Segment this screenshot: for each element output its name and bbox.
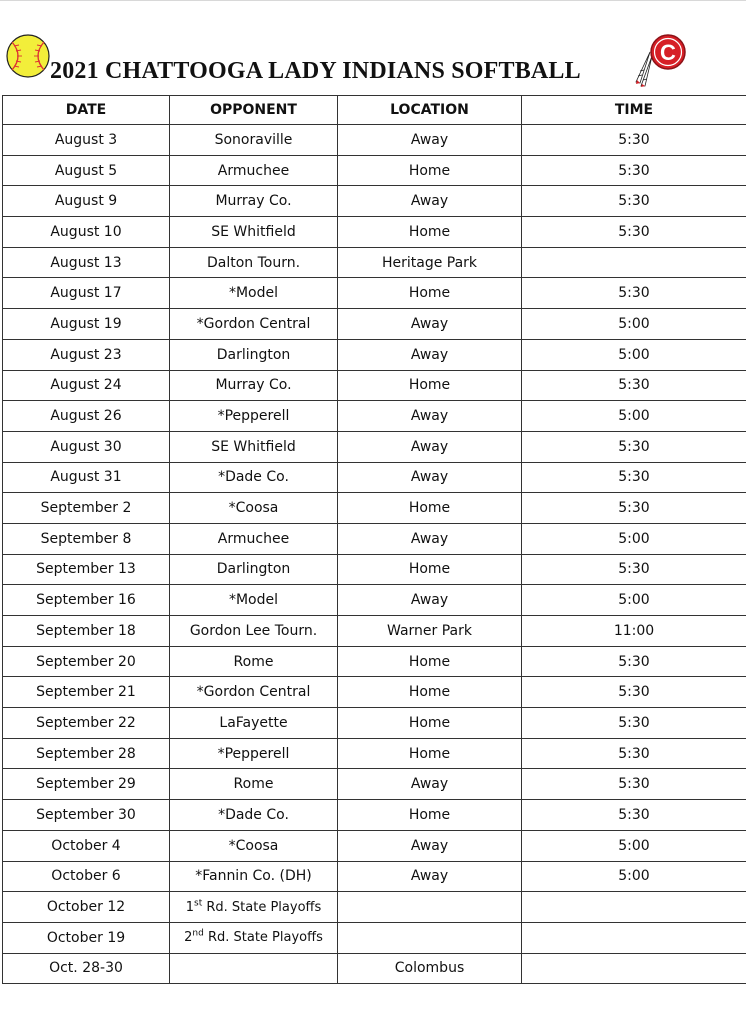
cell-location: Home	[338, 278, 522, 309]
table-row	[3, 247, 746, 278]
cell-date: August 9	[3, 186, 170, 217]
cell-opponent: Murray Co.	[170, 186, 338, 217]
svg-text:C: C	[660, 40, 676, 65]
cell-location: Away	[338, 462, 522, 493]
cell-time: 5:30	[522, 155, 746, 186]
cell-opponent	[170, 953, 338, 984]
table-row	[3, 155, 746, 186]
cell-location: Away	[338, 769, 522, 800]
cell-location: Colombus	[338, 953, 522, 984]
table-row	[3, 431, 746, 462]
table-row	[3, 616, 746, 647]
cell-time: 5:30	[522, 677, 746, 708]
cell-time: 5:30	[522, 738, 746, 769]
cell-time: 5:30	[522, 646, 746, 677]
cell-date: October 4	[3, 830, 170, 861]
column-header-date: DATE	[3, 96, 170, 125]
cell-location: Away	[338, 309, 522, 340]
cell-opponent	[170, 922, 338, 953]
cell-opponent: *Pepperell	[170, 738, 338, 769]
cell-date: August 13	[3, 247, 170, 278]
cell-date: August 5	[3, 155, 170, 186]
cell-location: Away	[338, 125, 522, 156]
cell-opponent: *Model	[170, 278, 338, 309]
table-row	[3, 708, 746, 739]
cell-time: 5:00	[522, 309, 746, 340]
chattooga-c-feather-logo	[632, 30, 690, 90]
cell-opponent: Rome	[170, 769, 338, 800]
cell-time	[522, 247, 746, 278]
cell-opponent: Darlington	[170, 554, 338, 585]
table-row	[3, 861, 746, 892]
cell-date: August 23	[3, 339, 170, 370]
table-row	[3, 125, 746, 156]
table-row	[3, 830, 746, 861]
cell-date: September 28	[3, 738, 170, 769]
cell-opponent: Gordon Lee Tourn.	[170, 616, 338, 647]
ordinal-suffix: nd	[192, 928, 204, 939]
cell-location: Home	[338, 738, 522, 769]
cell-time: 5:30	[522, 708, 746, 739]
table-row	[3, 339, 746, 370]
cell-location: Home	[338, 554, 522, 585]
cell-time: 5:00	[522, 401, 746, 432]
cell-date: August 17	[3, 278, 170, 309]
cell-opponent: *Pepperell	[170, 401, 338, 432]
top-rule	[0, 0, 746, 1]
cell-opponent: Rome	[170, 646, 338, 677]
cell-time: 5:30	[522, 278, 746, 309]
cell-date: Oct. 28-30	[3, 953, 170, 984]
round-label: Rd. State Playoffs	[202, 899, 322, 915]
table-row	[3, 401, 746, 432]
cell-location: Away	[338, 830, 522, 861]
table-row	[3, 217, 746, 248]
cell-date: September 30	[3, 800, 170, 831]
table-row	[3, 309, 746, 340]
table-row	[3, 186, 746, 217]
cell-opponent	[170, 892, 338, 923]
cell-time: 5:30	[522, 217, 746, 248]
cell-location: Away	[338, 186, 522, 217]
cell-date: September 2	[3, 493, 170, 524]
cell-opponent: Sonoraville	[170, 125, 338, 156]
cell-time: 5:00	[522, 585, 746, 616]
cell-date: September 21	[3, 677, 170, 708]
cell-opponent: *Fannin Co. (DH)	[170, 861, 338, 892]
cell-time: 5:30	[522, 800, 746, 831]
cell-opponent: SE Whitfield	[170, 217, 338, 248]
table-row	[3, 462, 746, 493]
cell-opponent: *Dade Co.	[170, 462, 338, 493]
cell-opponent: LaFayette	[170, 708, 338, 739]
cell-time: 5:30	[522, 431, 746, 462]
cell-date: August 19	[3, 309, 170, 340]
cell-opponent: Armuchee	[170, 155, 338, 186]
cell-time: 5:30	[522, 493, 746, 524]
cell-opponent: *Coosa	[170, 493, 338, 524]
cell-time: 5:30	[522, 554, 746, 585]
cell-location: Home	[338, 646, 522, 677]
cell-date: August 3	[3, 125, 170, 156]
cell-location: Home	[338, 155, 522, 186]
table-row	[3, 738, 746, 769]
schedule-header	[0, 28, 746, 94]
cell-location: Away	[338, 861, 522, 892]
cell-time: 5:00	[522, 523, 746, 554]
cell-opponent: SE Whitfield	[170, 431, 338, 462]
table-row	[3, 523, 746, 554]
column-header-location: LOCATION	[338, 96, 522, 125]
cell-date: August 31	[3, 462, 170, 493]
cell-location: Home	[338, 800, 522, 831]
table-row	[3, 278, 746, 309]
cell-time: 5:00	[522, 830, 746, 861]
cell-date: September 22	[3, 708, 170, 739]
cell-location	[338, 922, 522, 953]
cell-time	[522, 892, 746, 923]
cell-date: October 12	[3, 892, 170, 923]
cell-time	[522, 922, 746, 953]
cell-opponent: *Coosa	[170, 830, 338, 861]
cell-time: 5:00	[522, 861, 746, 892]
cell-location: Away	[338, 585, 522, 616]
cell-opponent: *Dade Co.	[170, 800, 338, 831]
column-header-time: TIME	[522, 96, 746, 125]
header-row	[3, 96, 746, 125]
cell-opponent: *Gordon Central	[170, 677, 338, 708]
cell-opponent: *Gordon Central	[170, 309, 338, 340]
cell-time: 11:00	[522, 616, 746, 647]
cell-date: October 19	[3, 922, 170, 953]
cell-time: 5:30	[522, 769, 746, 800]
cell-location: Away	[338, 401, 522, 432]
schedule-table	[2, 95, 746, 984]
page-title: 2021 CHATTOOGA LADY INDIANS SOFTBALL	[50, 58, 581, 84]
cell-location: Home	[338, 708, 522, 739]
cell-date: September 18	[3, 616, 170, 647]
table-row	[3, 892, 746, 923]
cell-location: Home	[338, 370, 522, 401]
table-row	[3, 769, 746, 800]
cell-date: September 29	[3, 769, 170, 800]
cell-location	[338, 892, 522, 923]
table-row	[3, 493, 746, 524]
cell-date: September 16	[3, 585, 170, 616]
round-label: Rd. State Playoffs	[203, 930, 323, 946]
cell-opponent: *Model	[170, 585, 338, 616]
cell-opponent: Murray Co.	[170, 370, 338, 401]
cell-opponent: Armuchee	[170, 523, 338, 554]
softball-icon	[4, 32, 52, 80]
cell-location: Heritage Park	[338, 247, 522, 278]
cell-location: Away	[338, 339, 522, 370]
cell-date: September 13	[3, 554, 170, 585]
cell-date: October 6	[3, 861, 170, 892]
column-header-opponent: OPPONENT	[170, 96, 338, 125]
cell-location: Away	[338, 523, 522, 554]
cell-location: Home	[338, 677, 522, 708]
table-row	[3, 554, 746, 585]
cell-date: August 30	[3, 431, 170, 462]
cell-time: 5:30	[522, 462, 746, 493]
table-row	[3, 953, 746, 984]
table-row	[3, 800, 746, 831]
table-row	[3, 585, 746, 616]
round-number: 1	[185, 899, 195, 915]
cell-location: Away	[338, 431, 522, 462]
cell-location: Warner Park	[338, 616, 522, 647]
cell-time: 5:00	[522, 339, 746, 370]
cell-time: 5:30	[522, 370, 746, 401]
table-row	[3, 922, 746, 953]
round-number: 2	[184, 930, 193, 946]
cell-date: September 20	[3, 646, 170, 677]
cell-location: Home	[338, 493, 522, 524]
cell-date: August 26	[3, 401, 170, 432]
cell-date: September 8	[3, 523, 170, 554]
table-row	[3, 646, 746, 677]
table-row	[3, 677, 746, 708]
cell-date: August 10	[3, 217, 170, 248]
cell-date: August 24	[3, 370, 170, 401]
cell-time	[522, 953, 746, 984]
cell-opponent: Darlington	[170, 339, 338, 370]
cell-time: 5:30	[522, 125, 746, 156]
ordinal-suffix: st	[194, 898, 203, 909]
cell-location: Home	[338, 217, 522, 248]
table-row	[3, 370, 746, 401]
cell-opponent: Dalton Tourn.	[170, 247, 338, 278]
cell-time: 5:30	[522, 186, 746, 217]
